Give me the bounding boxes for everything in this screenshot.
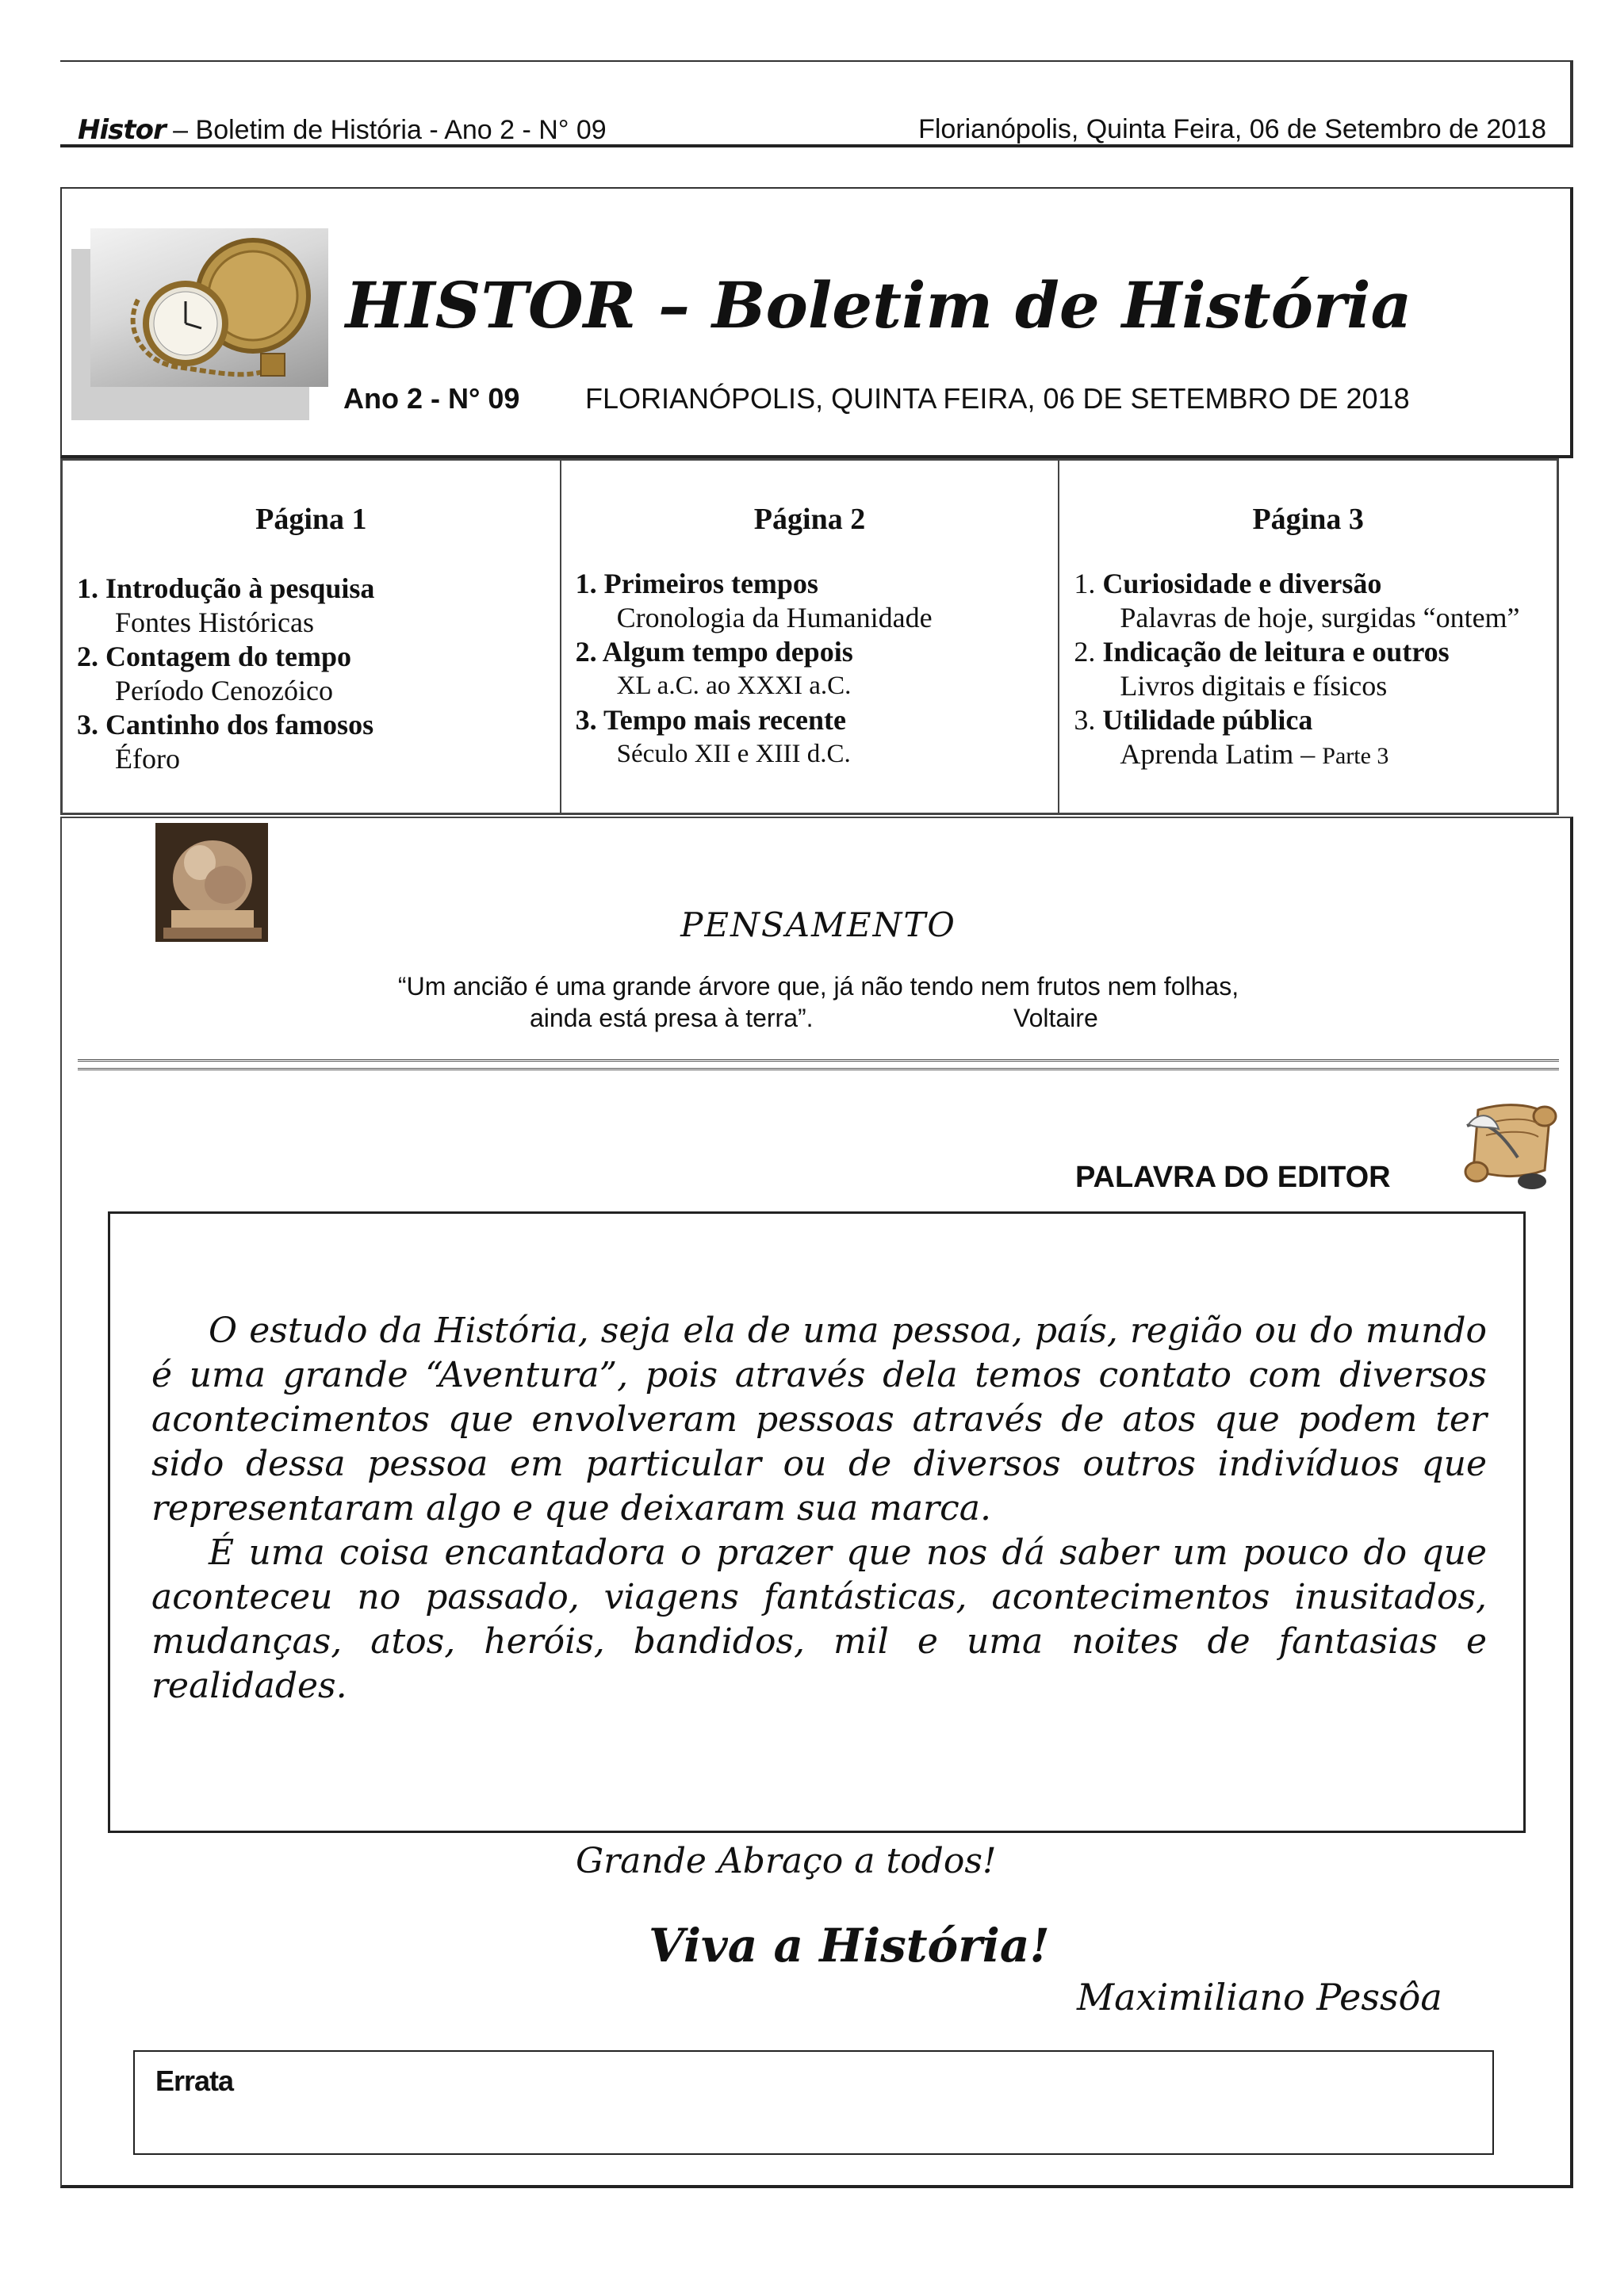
masthead-title: HISTOR – Boletim de História (345, 268, 1412, 342)
contents-list (576, 567, 1051, 771)
contents-item: 2. Algum tempo depois (575, 636, 853, 668)
contents-heading: Página 2 (753, 503, 866, 536)
contents-subitem: Período Cenozóico (115, 675, 333, 706)
editor-heading: PALAVRA DO EDITOR (1075, 1161, 1391, 1194)
contents-subitem: Éforo (115, 743, 180, 775)
masthead (60, 187, 1573, 458)
quote-author: Voltaire (1013, 1004, 1098, 1032)
contents-subitem: Palavras de hoje, surgidas “ontem” (1120, 602, 1520, 633)
editor-box (108, 1211, 1526, 1833)
contents-subitem: Cronologia da Humanidade (616, 602, 933, 633)
thought-heading: PENSAMENTO (680, 905, 956, 944)
running-header-date: Florianópolis, Quinta Feira, 06 de Setembro de 2018 (918, 114, 1546, 144)
closing-greeting: Grande Abraço a todos! (576, 1841, 997, 1881)
running-header-subtitle: – Boletim de História - Ano 2 - N° 09 (165, 115, 607, 145)
contents-item: 1. Curiosidade e diversão (1074, 568, 1382, 599)
masthead-date: FLORIANÓPOLIS, QUINTA FEIRA, 06 DE SETEMBRO DE 2018 (585, 382, 1410, 415)
contents-table (60, 458, 1559, 815)
contents-heading: Página 1 (255, 503, 367, 536)
editor-paragraph: O estudo da História, seja ela de uma pessoa, país, região ou do mundo é uma grande “Aventura”, pois através dela temos contato com diversos acontecimentos que envolveram pessoas através de atos que podem ter sido dessa pessoa em particular ou de diversos outros indivíduos que representaram algo e que deixaram sua marca. (151, 1311, 1487, 1529)
running-header-brand: Histor (78, 114, 166, 146)
editor-paragraph: É uma coisa encantadora o prazer que nos dá saber um pouco do que aconteceu no passado, viagens fantásticas, acontecimentos inusitados, mudanças, atos, heróis, bandidos, mil e uma noites de fantasias e realidades. (151, 1533, 1487, 1706)
quote-line: “Um ancião é uma grande árvore que, já não tendo nem frutos nem folhas, (397, 972, 1239, 1001)
running-header-left (78, 114, 607, 146)
contents-subitem: Aprenda Latim – Parte 3 (1120, 738, 1389, 770)
contents-list (77, 572, 552, 776)
contents-item: 1. Introdução à pesquisa (77, 572, 375, 604)
contents-item: 2. Indicação de leitura e outros (1074, 636, 1450, 668)
contents-item: 1. Primeiros tempos (575, 568, 818, 599)
contents-list (1074, 567, 1549, 773)
contents-heading: Página 3 (1252, 503, 1364, 536)
contents-item: 3. Utilidade pública (1074, 704, 1313, 736)
contents-column-page-3 (1059, 461, 1557, 813)
contents-item: 3. Tempo mais recente (575, 704, 846, 736)
contents-subitem: Século XII e XIII d.C. (616, 740, 851, 768)
quote-line: ainda está presa à terra”. (530, 1004, 814, 1032)
main-frame (60, 817, 1573, 2188)
contents-subitem: Fontes Históricas (115, 607, 314, 638)
section-divider (78, 1059, 1559, 1070)
contents-column-page-1 (63, 461, 561, 813)
contents-subitem: Livros digitais e físicos (1120, 670, 1388, 702)
errata-box (133, 2050, 1494, 2155)
running-header (60, 60, 1573, 147)
scroll-quill-icon (1462, 1094, 1559, 1192)
errata-label: Errata (155, 2064, 234, 2097)
masthead-issue: Ano 2 - N° 09 (343, 382, 520, 415)
editor-signature: Maximiliano Pessôa (1077, 1976, 1442, 2019)
contents-item: 2. Contagem do tempo (77, 641, 351, 672)
closing-viva: Viva a História! (649, 1919, 1050, 1973)
contents-column-page-2 (561, 461, 1060, 813)
pocket-watch-icon (76, 228, 322, 392)
contents-subitem: XL a.C. ao XXXI a.C. (616, 672, 852, 700)
contents-item: 3. Cantinho dos famosos (77, 709, 374, 740)
